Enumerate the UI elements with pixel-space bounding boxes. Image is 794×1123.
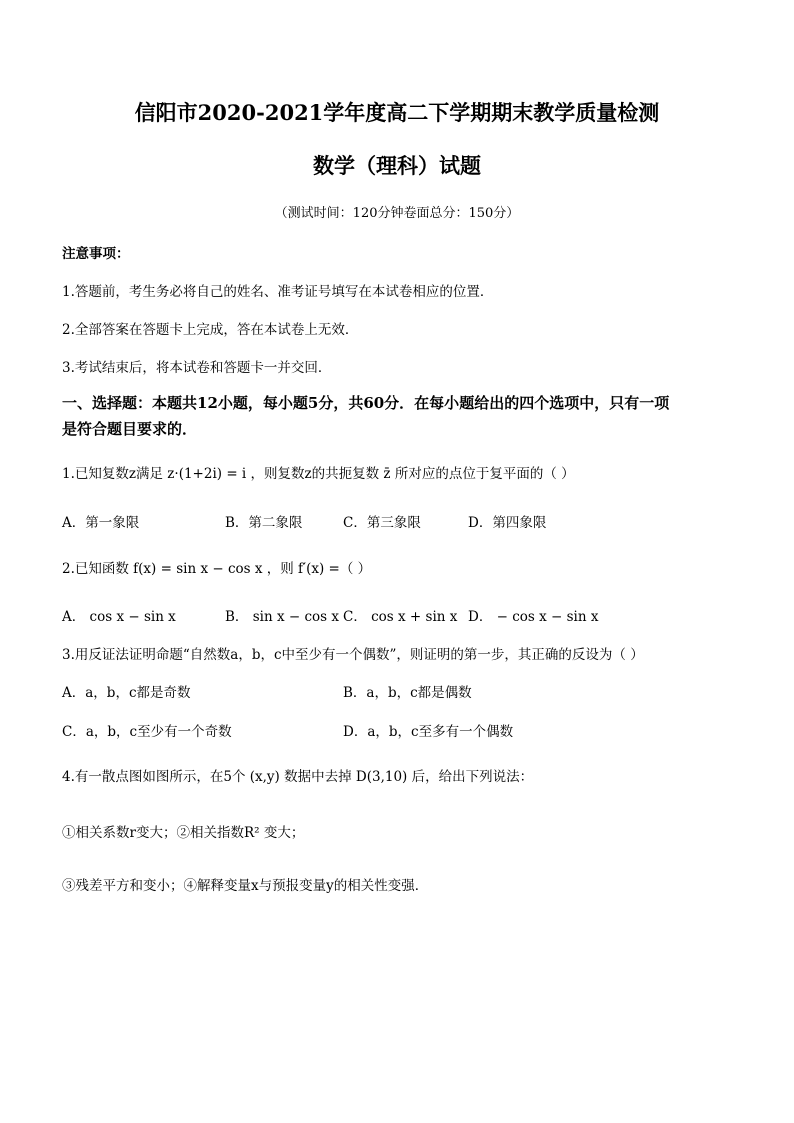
q4-statement: ③残差平方和变小；④解释变量x与预报变量y的相关性变强． [62, 878, 429, 894]
q2-option-d: D． − cos x − sin x [468, 609, 599, 625]
question-2-stem: 2.已知函数 f(x) = sin x − cos x ，则 f′(x) =（ ） [62, 561, 372, 577]
q3-option-a: A．a，b，c都是奇数 [62, 685, 191, 701]
q3-option-b: B．a，b，c都是偶数 [343, 685, 472, 701]
q3-option-d: D．a，b，c至多有一个偶数 [343, 724, 514, 740]
section-heading-cont: 是符合题目要求的． [62, 420, 198, 438]
q2-option-a: A． cos x − sin x [62, 609, 176, 625]
page-subtitle: 数学（理科）试题 [313, 153, 481, 178]
question-3-stem: 3.用反证法证明命题“自然数a，b，c中至少有一个偶数”，则证明的第一步，其正确的反设为（ ） [62, 647, 644, 663]
note-item: 1.答题前，考生务必将自己的姓名、准考证号填写在本试卷相应的位置． [62, 284, 494, 300]
test-info: （测试时间：120分钟卷面总分：150分） [274, 206, 520, 221]
q2-option-c: C． cos x + sin x [343, 609, 458, 625]
q4-statement: ①相关系数r变大；②相关指数R² 变大； [62, 825, 305, 841]
question-4-stem: 4.有一散点图如图所示，在5个 (x,y) 数据中去掉 D(3,10) 后，给出下列说法： [62, 769, 534, 785]
note-item: 2.全部答案在答题卡上完成，答在本试卷上无效． [62, 322, 359, 338]
q2-option-b: B． sin x − cos x [225, 609, 339, 625]
q1-option-a: A．第一象限 [62, 515, 140, 531]
page-title: 信阳市2020-2021学年度高二下学期期末教学质量检测 [134, 100, 660, 125]
section-heading: 一、选择题：本题共12小题，每小题5分，共60分．在每小题给出的四个选项中，只有一项 [62, 394, 670, 412]
note-item: 3.考试结束后，将本试卷和答题卡一并交回． [62, 360, 332, 376]
q1-option-c: C．第三象限 [343, 515, 421, 531]
q3-option-c: C．a，b，c至少有一个奇数 [62, 724, 232, 740]
q1-option-d: D．第四象限 [468, 515, 547, 531]
notes-heading: 注意事项： [62, 246, 130, 262]
question-1-stem: 1.已知复数z满足 z·(1+2i) = i ，则复数z的共扼复数 z̄ 所对应的点位于复平面的（ ） [62, 466, 575, 482]
q1-option-b: B．第二象限 [225, 515, 303, 531]
